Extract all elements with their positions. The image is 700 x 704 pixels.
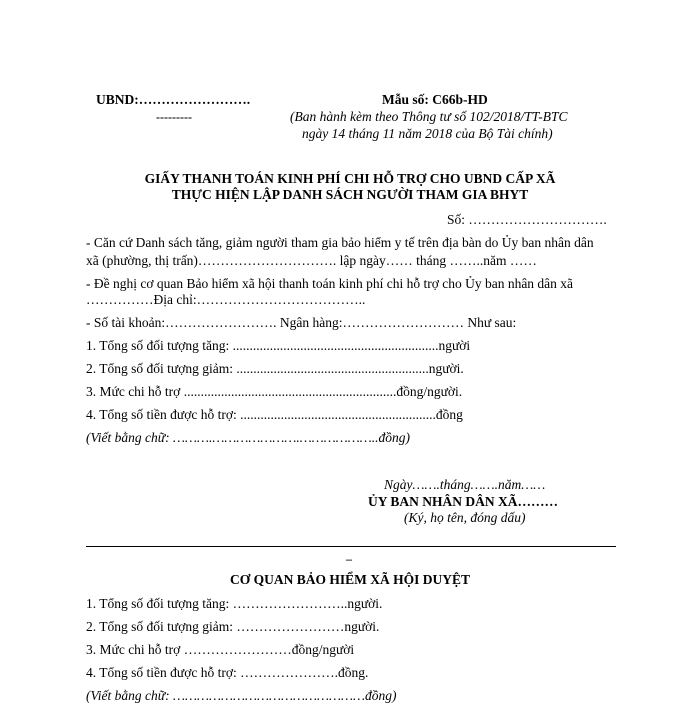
account-line: - Số tài khoản:……………………. Ngân hàng:……………………… Như sau: (86, 315, 517, 330)
doc-title-line1: GIẤY THANH TOÁN KINH PHÍ CHI HỖ TRỢ CHO UBND CẤP XÃ (144, 171, 556, 186)
signature-org: ỦY BAN NHÂN DÂN XÃ……… (368, 494, 558, 509)
para2-line2: ……………Địa chỉ:……………………………….. (86, 292, 366, 307)
ubnd-label: UBND:……………………. (96, 92, 251, 107)
section-divider (86, 546, 616, 547)
review-amount-in-words: (Viết bằng chữ: …………………………………………đồng) (86, 688, 397, 703)
review-item-rate: 3. Mức chi hỗ trợ ……………………đồng/người (86, 642, 355, 657)
review-title: CƠ QUAN BẢO HIỂM XÃ HỘI DUYỆT (229, 572, 470, 587)
item-rate: 3. Mức chi hỗ trợ ...............................................................đồng/người. (86, 384, 463, 399)
review-item-decrease: 2. Tổng số đối tượng giảm: ……………………người. (86, 619, 380, 634)
para2-line1: - Đề nghị cơ quan Bảo hiểm xã hội thanh toán kinh phí chi hỗ trợ cho Ủy ban nhân dân xã (86, 276, 574, 291)
item-increase: 1. Tổng số đối tượng tăng: .............................................................người (86, 338, 471, 353)
issued-line1: (Ban hành kèm theo Thông tư số 102/2018/TT-BTC (290, 109, 568, 124)
signature-date: Ngày…….tháng…….năm…… (384, 477, 546, 492)
divider-mark: – (346, 552, 352, 566)
review-item-increase: 1. Tổng số đối tượng tăng: ……………………..người. (86, 596, 383, 611)
signature-note: (Ký, họ tên, đóng dấu) (404, 510, 526, 525)
ubnd-dash: --------- (156, 110, 192, 124)
review-item-total: 4. Tổng số tiền được hỗ trợ: ………………….đồng. (86, 665, 369, 680)
form-code: Mẫu số: C66b-HD (382, 92, 488, 107)
item-total: 4. Tổng số tiền được hỗ trợ: ..........................................................đồng (86, 407, 463, 422)
para1-line1: - Căn cứ Danh sách tăng, giảm người tham gia bảo hiểm y tế trên địa bàn do Ủy ban nhân dân (86, 235, 594, 250)
item-decrease: 2. Tổng số đối tượng giảm: .........................................................người. (86, 361, 464, 376)
doc-number: Số: …………………………. (447, 212, 607, 227)
para1-line2: xã (phường, thị trấn)…………………………. lập ngày…… tháng ……..năm …… (86, 253, 537, 268)
issued-line2: ngày 14 tháng 11 năm 2018 của Bộ Tài chính) (302, 126, 553, 141)
amount-in-words: (Viết bằng chữ: ……….………………….………………..đồng) (86, 430, 411, 445)
doc-title-line2: THỰC HIỆN LẬP DANH SÁCH NGƯỜI THAM GIA BHYT (171, 187, 529, 202)
